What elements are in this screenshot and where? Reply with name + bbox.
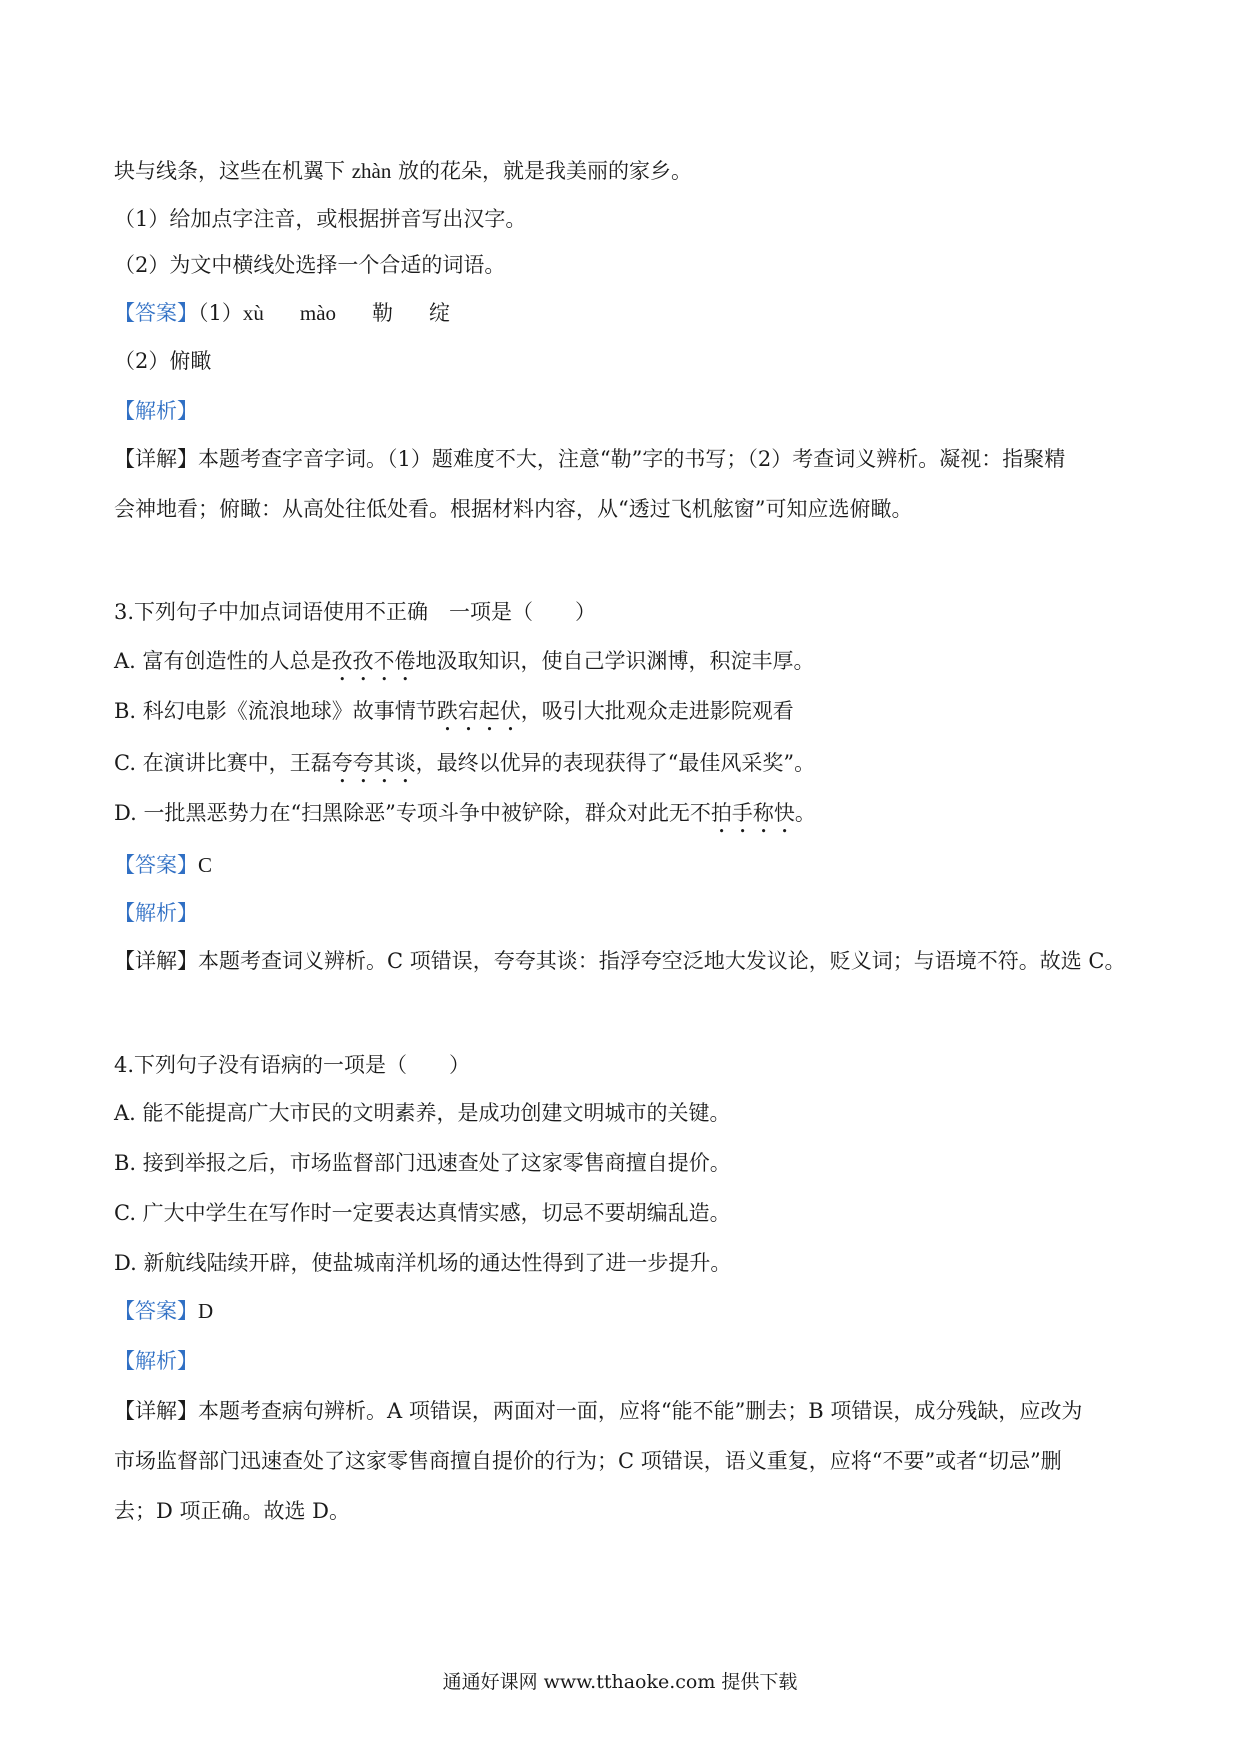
q2-answer [114,298,450,328]
page-footer: 通通好课网 www.tthaoke.com 提供下载 [442,1671,798,1693]
q3-option-c [114,748,815,788]
q2-analysis-tag: 【解析】 [114,399,198,423]
q4-question: 4.下列句子没有语病的一项是（ ） [114,1053,471,1077]
q4-detail-line-3: 去；D 项正确。故选 D。 [114,1499,351,1523]
q4-option-b: B. 接到举报之后，市场监督部门迅速查处了这家零售商擅自提价。 [114,1151,731,1175]
q2-tail-pinyin: zhàn [351,159,392,183]
q3-d-dotted: 拍手称快 [710,801,795,825]
q4-option-d: D. 新航线陆续开辟，使盐城南洋机场的通达性得到了进一步提升。 [114,1251,732,1275]
q2-tail-text-2: 放的花朵，就是我美丽的家乡。 [391,159,693,183]
q3-option-d [114,798,816,838]
q3-answer [114,850,212,880]
q3-question: 3.下列句子中加点词语使用不正确 一项是（ ） [114,600,597,624]
q2-answer-2: （2）俯瞰 [114,349,212,373]
q3-option-a [114,646,815,686]
q3-b-text-1: B. 科幻电影《流浪地球》故事情节 [114,699,437,723]
q4-option-c: C. 广大中学生在写作时一定要表达真情实感，切忌不要胡编乱造。 [114,1201,731,1225]
q3-d-text-1: D. 一批黑恶势力在“扫黑除恶”专项斗争中被铲除，群众对此无不 [114,801,711,825]
q2-answer-char-2: 绽 [429,301,451,325]
q3-detail [114,946,1125,976]
q3-b-dotted: 跌宕起伏 [436,699,521,723]
answer-tag: 【答案】 [114,301,198,325]
q4-detail-line-1 [114,1396,1082,1426]
q4-detail-line-2: 市场监督部门迅速查处了这家零售商擅自提价的行为；C 项错误，语义重复，应将“不要”或者“切忌”删 [114,1449,1062,1473]
q4-answer [114,1296,213,1326]
q3-a-text-2: 地汲取知识，使自己学识渊博，积淀丰厚。 [415,649,815,673]
q2-subquestion-1: （1）给加点字注音，或根据拼音写出汉字。 [114,207,527,231]
detail-tag: 【详解】 [114,949,198,973]
q3-detail-text: 本题考查词义辨析。C 项错误，夸夸其谈：指浮夸空泛地大发议论，贬义词；与语境不符。故选 C。 [198,949,1126,973]
q3-analysis-tag: 【解析】 [114,901,198,925]
q3-c-dotted: 夸夸其谈 [331,751,416,775]
q3-a-text-1: A. 富有创造性的人总是 [114,649,332,673]
q2-answer-pinyin-2: mào [299,301,337,325]
q2-subquestion-2: （2）为文中横线处选择一个合适的词语。 [114,253,506,277]
q2-tail-text-1: 块与线条，这些在机翼下 [114,159,352,183]
q3-a-dotted: 孜孜不倦 [331,649,416,673]
q2-passage-tail [114,156,692,186]
q2-answer-num: （1） [198,301,243,325]
q3-c-text-1: C. 在演讲比赛中，王磊 [114,751,332,775]
q2-detail-line-2: 会神地看；俯瞰：从高处往低处看。根据材料内容，从“透过飞机舷窗”可知应选俯瞰。 [114,497,913,521]
q3-c-text-2: ，最终以优异的表现获得了“最佳风采奖”。 [415,751,816,775]
q2-detail-text-1: 本题考查字音字词。（1）题难度不大，注意“勒”字的书写；（2）考查词义辨析。凝视：指聚精 [198,447,1066,471]
q3-d-text-2: 。 [794,801,816,825]
answer-tag: 【答案】 [114,853,198,877]
q3-answer-value: C [198,853,213,877]
q4-answer-value: D [198,1299,214,1323]
q2-answer-char-1: 勒 [372,301,394,325]
q4-detail-text-1: 本题考查病句辨析。A 项错误，两面对一面，应将“能不能”删去；B 项错误，成分残缺，应改为 [198,1399,1083,1423]
detail-tag: 【详解】 [114,1399,198,1423]
q3-b-text-2: ，吸引大批观众走进影院观看 [520,699,794,723]
answer-tag: 【答案】 [114,1299,198,1323]
q3-option-b [114,696,794,736]
q4-option-a: A. 能不能提高广大市民的文明素养，是成功创建文明城市的关键。 [114,1101,731,1125]
q2-answer-pinyin-1: xù [242,301,264,325]
detail-tag: 【详解】 [114,447,198,471]
q2-detail-line-1 [114,444,1065,474]
q4-analysis-tag: 【解析】 [114,1349,198,1373]
